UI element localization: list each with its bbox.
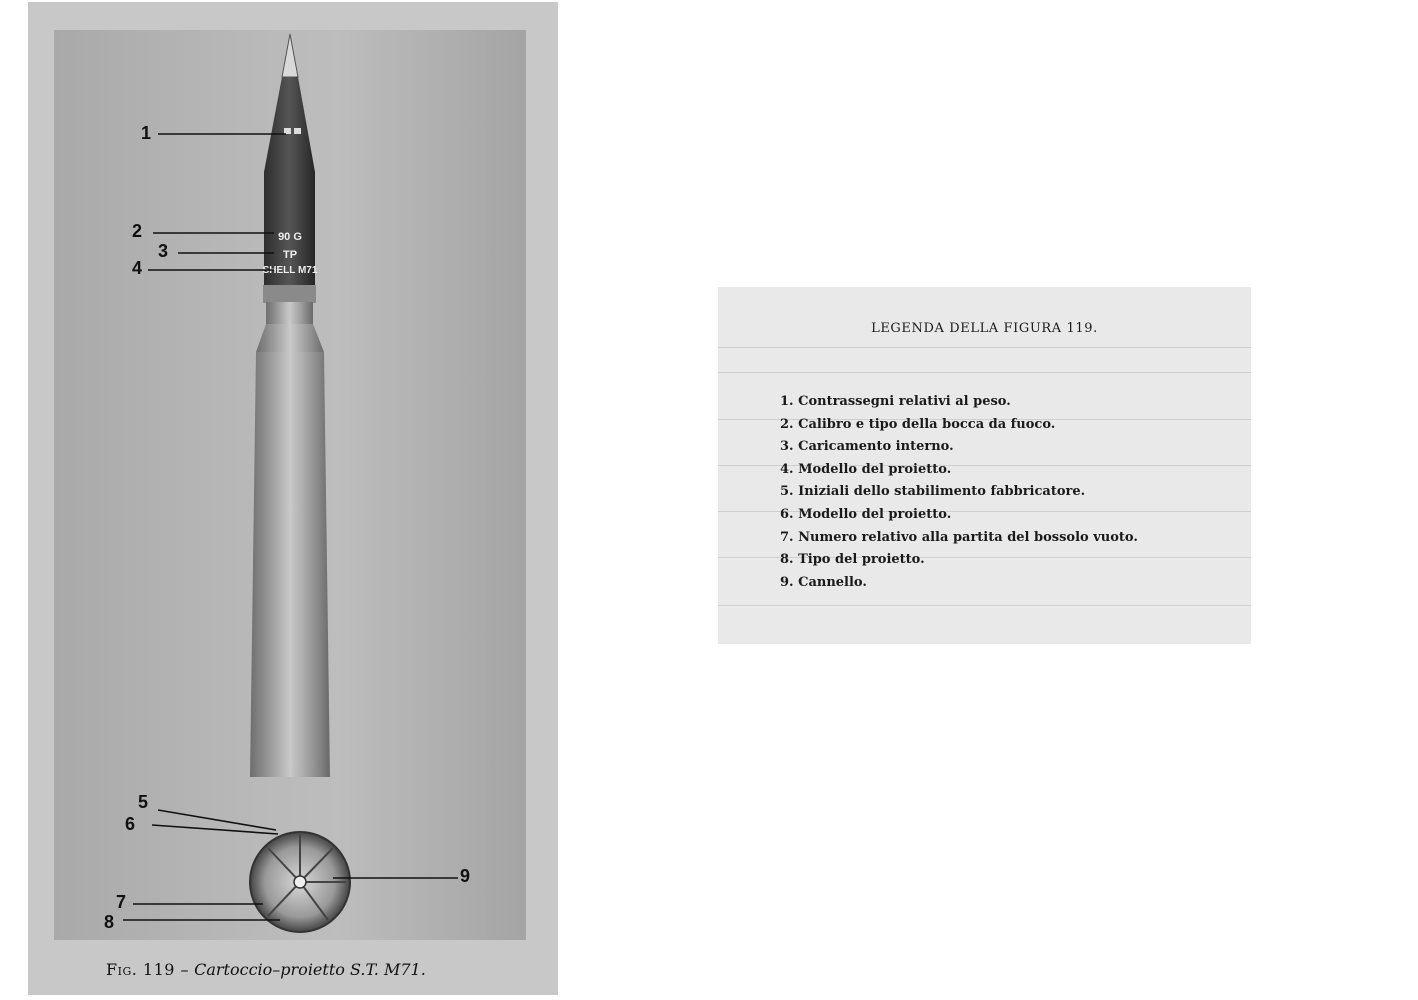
callout-1: 1 xyxy=(141,123,152,143)
legend-item: 8. Tipo del proietto. xyxy=(780,552,925,568)
fuze-tip xyxy=(282,34,298,77)
legend-item: 4. Modello del proietto. xyxy=(780,461,952,477)
case-neck xyxy=(266,302,313,324)
callout-3: 3 xyxy=(158,241,169,261)
callout-4: 4 xyxy=(132,258,143,278)
legend-title: LEGENDA DELLA FIGURA 119. xyxy=(871,321,1098,336)
legend-panel xyxy=(718,287,1251,644)
figure-number: Fig. 119 – xyxy=(106,960,190,979)
callout-9: 9 xyxy=(460,866,471,886)
legend-item: 5. Iniziali dello stabilimento fabbricatore. xyxy=(780,484,1086,500)
legend-item: 7. Numero relativo alla partita del bossolo vuoto. xyxy=(780,529,1138,545)
legend-list xyxy=(780,391,1138,594)
rotating-band xyxy=(263,285,316,303)
callout-2: 2 xyxy=(132,221,143,241)
bleed-line xyxy=(718,605,1251,606)
cartridge-illustration xyxy=(28,2,558,995)
weight-mark xyxy=(294,128,301,134)
legend-item: 2. Calibro e tipo della bocca da fuoco. xyxy=(780,416,1056,432)
callout-8: 8 xyxy=(104,912,115,932)
primer xyxy=(294,876,306,888)
callout-5: 5 xyxy=(138,792,149,812)
stencil-type: TP xyxy=(282,249,298,261)
legend-item: 6. Modello del proietto. xyxy=(780,506,952,522)
callout-6: 6 xyxy=(125,814,136,834)
figure-title: Cartoccio–proietto S.T. M71. xyxy=(194,960,426,979)
stencil-weight: 90 G xyxy=(278,231,302,243)
bleed-line xyxy=(718,347,1251,348)
callout-7: 7 xyxy=(116,892,127,912)
bleed-line xyxy=(718,372,1251,373)
case-body xyxy=(250,352,330,777)
figure-plate xyxy=(28,2,558,995)
legend-item: 9. Cannello. xyxy=(780,574,867,590)
projectile-ogive xyxy=(264,77,315,172)
figure-caption xyxy=(106,960,426,979)
case-shoulder xyxy=(256,324,324,352)
legend-item: 3. Caricamento interno. xyxy=(780,439,954,455)
legend-item: 1. Contrassegni relativi al peso. xyxy=(780,394,1011,409)
weight-mark xyxy=(284,128,291,134)
stencil-model: SHELL M71 xyxy=(262,265,318,276)
